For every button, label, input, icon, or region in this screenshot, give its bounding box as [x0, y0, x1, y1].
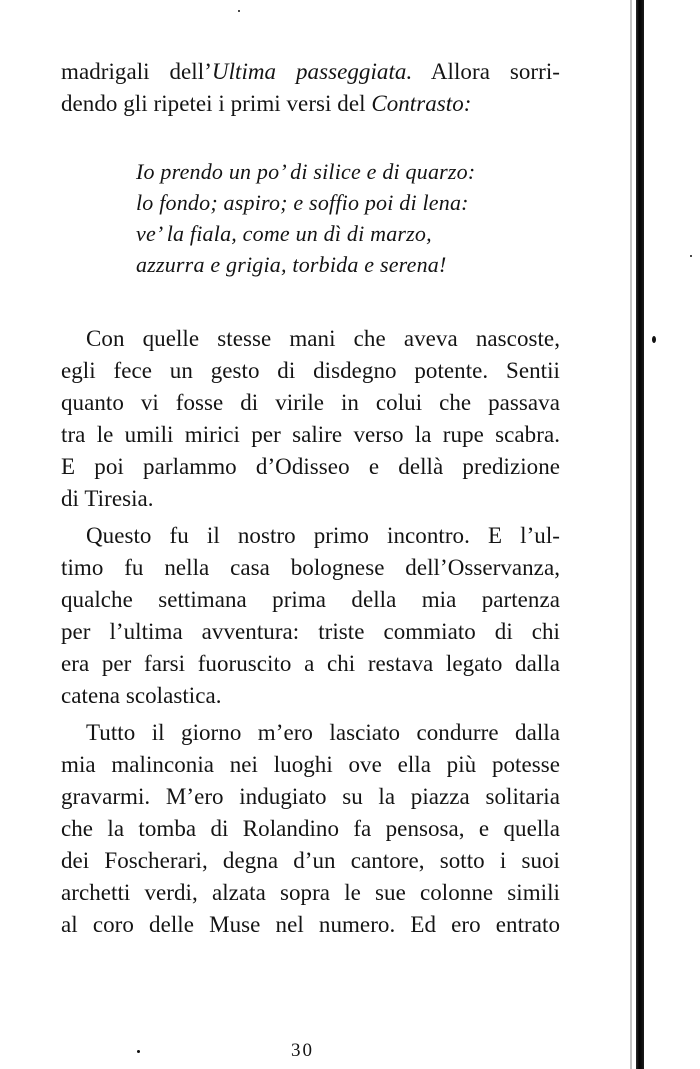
text-line-2 — [61, 88, 560, 120]
paragraph-line: qualche settimana prima della mia partenza — [61, 587, 560, 612]
paragraph-line: Con quelle stesse mani che aveva nascoste, — [86, 326, 560, 351]
verse-line: azzurra e grigia, torbida e serena! — [136, 252, 447, 277]
paragraph-line: archetti verdi, alzata sopra le sue colonne simili — [61, 880, 560, 905]
paragraph-line: al coro delle Muse nel numero. Ed ero entrato — [61, 912, 560, 937]
paragraph-line: dei Foscherari, degna d’un cantore, sotto i suoi — [61, 848, 560, 873]
paragraph-line: per l’ultima avventura: triste commiato di chi — [61, 619, 560, 644]
verse-line: Io prendo un po’ di silice e di quarzo: — [136, 159, 476, 184]
paragraph-line: mia malinconia nei luoghi ove ella più potesse — [61, 752, 560, 777]
verse-line: ve’ la fiala, come un dì di marzo, — [136, 221, 432, 246]
binding-shadow — [630, 0, 632, 1069]
text-segment: dendo gli ripetei i primi versi del — [61, 91, 372, 116]
paragraph-line: catena scolastica. — [61, 683, 222, 708]
text-segment: madrigali dell’ — [61, 59, 212, 84]
paragraph-line: egli fece un gesto di disdegno potente. Sentii — [61, 358, 560, 383]
text-line-1 — [61, 56, 560, 88]
verse-line: lo fondo; aspiro; e soffio poi di lena: — [136, 190, 469, 215]
text-segment: Allora sorri- — [412, 59, 560, 84]
scan-speck — [238, 10, 240, 12]
poem-title-contrasto: Contrasto: — [371, 91, 472, 116]
scan-speck — [652, 336, 656, 343]
scan-speck — [137, 1050, 140, 1053]
binding-edge — [636, 0, 644, 1069]
paragraph-line: che la tomba di Rolandino fa pensosa, e quella — [61, 816, 560, 841]
paragraph-line: era per farsi fuoruscito a chi restava legato dalla — [61, 651, 560, 676]
book-title-ultima-passeggiata: Ultima passeggiata. — [211, 59, 413, 84]
paragraph-line: Tutto il giorno m’ero lasciato condurre dalla — [86, 720, 560, 745]
paragraph-line: di Tiresia. — [61, 486, 154, 511]
paragraph-line: tra le umili mirici per salire verso la rupe scabra. — [61, 422, 560, 447]
paragraph-line: gravarmi. M’ero indugiato su la piazza solitaria — [61, 784, 560, 809]
paragraph-line: timo fu nella casa bolognese dell’Osservanza, — [61, 555, 560, 580]
page-number: 30 — [291, 1040, 314, 1061]
paragraph-line: Questo fu il nostro primo incontro. E l’ul- — [86, 523, 560, 548]
paragraph-line: quanto vi fosse di virile in colui che passava — [61, 390, 560, 415]
paragraph-line: E poi parlammo d’Odisseo e dellà predizione — [61, 454, 560, 479]
scan-speck — [690, 255, 692, 257]
